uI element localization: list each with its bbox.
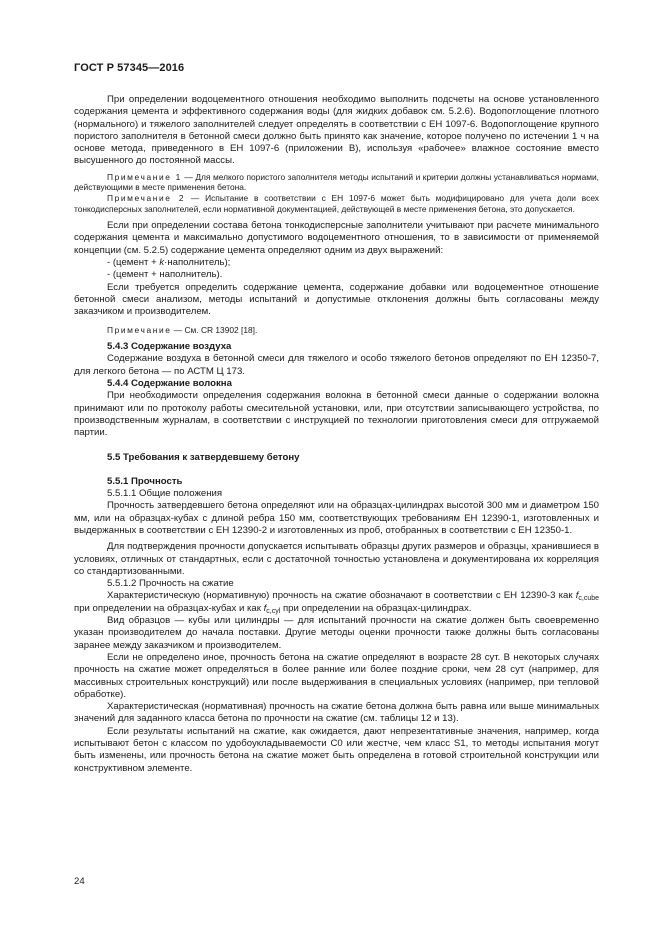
list-item-cement-k — [74, 257, 599, 269]
note-3-text: — См. CR 13902 [18]. — [171, 324, 258, 335]
document-header: ГОСТ Р 57345—2016 — [74, 62, 185, 74]
page-number: 24 — [74, 876, 85, 887]
paragraph-characteristic-strength — [74, 590, 599, 615]
list-item-1-k: k — [159, 257, 165, 269]
section-5-5-1-1-title: 5.5.1.1 Общие положения — [107, 488, 223, 500]
paragraph-non-representative: Если результаты испытаний на сжатие, как ожидается, дают непрезентативные значения, например, когда испытывают бетон с классом по удобоукладываемости С0 или жестче, чем класс S1, то методы испытания могут быть изменены, или прочность бетона на сжатие может быть определена в готовой строительной конструкции или конструктивном элементе. — [74, 725, 599, 774]
section-5-5-1-title: 5.5.1 Прочность — [107, 475, 183, 487]
section-5-4-3-text: Содержание воздуха в бетонной смеси для тяжелого и особо тяжелого бетонов определяют по ЕН 12350-7, для легкого бетона — по АСТМ Ц 173. — [74, 353, 599, 377]
list-item-cement-filler: - (цемент + наполнитель). — [107, 269, 223, 281]
symbol-f-cube: f — [575, 590, 579, 602]
paragraph-fine-aggregates: Если при определении состава бетона тонкодисперсные заполнители учитывают при расчете минимального содержания цемента и максимально допустимого водоцементного отношения, то в зависимости от применяемой концепции (см. 5.2.5) содержание цемента определяют одним из двух выражений: — [74, 220, 599, 256]
section-5-4-3-title: 5.4.3 Содержание воздуха — [107, 341, 232, 353]
paragraph-min-values: Характеристическая (нормативная) прочность на сжатие бетона должна быть равна или выше минимальных значений для заданного класса бетона по прочности на сжатие (см. таблицы 12 и 13). — [74, 701, 599, 725]
paragraph-other-sizes: Для подтверждения прочности допускается испытывать образцы других размеров и образцы, хранившиеся в условиях, отличных от стандартных, если с достаточной точностью установлена и документирована их корреляция со стандартизованными. — [74, 541, 599, 577]
note-3 — [74, 325, 599, 336]
note-1-text: — Для мелкого пористого заполнителя методы испытаний и критерии должны устанавливаться нормами, действующими в месте применения бетона. — [74, 171, 599, 193]
paragraph-analysis: Если требуется определить содержание цемента, содержание добавки или водоцементное отношение бетонной смеси анализом, методы испытаний и допустимые отклонения должны быть согласованы между заказчиком и производителем. — [74, 281, 599, 318]
p6-part-a: Характеристическую (нормативную) прочность на сжатие обозначают в соответствии с ЕН 12390-3 как — [107, 590, 576, 602]
section-5-5-title: 5.5 Требования к затвердевшему бетону — [107, 451, 300, 463]
section-5-4-4-text: При необходимости определения содержания волокна в бетонной смеси данные о содержании волокна принимают или по протоколу работы смесительной установки, или, при отсутствии записывающего устройства, по производственным журналам, в соответствии с инструкцией по технологии приготовления смеси для отгружаемой партии. — [74, 390, 599, 439]
note-2-label: Примечание 2 — [107, 192, 186, 203]
note-1 — [74, 172, 599, 193]
p6-part-c: при определении на образцах-цилиндрах. — [280, 602, 472, 614]
list-item-1-part-b: ·наполнитель); — [164, 257, 231, 269]
subscript-c-cube: c,cube — [578, 595, 599, 603]
list-item-1-part-a: - (цемент + — [107, 257, 160, 269]
p6-part-b: при определении на образцах-кубах и как — [74, 602, 264, 614]
paragraph-strength-specimens: Прочность затвердевшего бетона определяют или на образцах-цилиндрах высотой 300 мм и диаметром 150 мм, или на образцах-кубах с длиной ребра 150 мм, соответствующих требованиям ЕН 12390-1, изготовленных и выдержанных в соответствии с ЕН 12390-2 и изготовленных из проб, отобранных в соответствии с ЕН 12350-1. — [74, 500, 599, 536]
paragraph-28-days: Если не определено иное, прочность бетона на сжатие определяют в возрасте 28 сут. В некоторых случаях прочность на сжатие может определяться в более ранние или более поздние сроки, чем 28 сут (например, для массивных строительных конструкций) или после выдерживания в специальных условиях (например, при тепловой обработке). — [74, 651, 599, 700]
section-5-4-4-title: 5.4.4 Содержание волокна — [107, 378, 232, 390]
symbol-f-cyl: f — [263, 602, 267, 614]
paragraph-specimen-type: Вид образцов — кубы или цилиндры — для испытаний прочности на сжатие должен быть своевременно указан производителем до начала поставки. Другие методы оценки прочности также должны быть согласованы заранее между заказчиком и производителем. — [74, 615, 599, 651]
note-3-label: Примечание — [107, 324, 172, 335]
note-2-text: — Испытание в соответствии с ЕН 1097-6 может быть модифицировано для учета доли всех тонкодисперсных заполнителей, если нормативной документацией, действующей в месте применения бетона, это допускается. — [74, 192, 599, 214]
note-2 — [74, 193, 599, 214]
note-1-label: Примечание 1 — [107, 171, 182, 182]
section-5-5-1-2-title: 5.5.1.2 Прочность на сжатие — [107, 578, 234, 590]
paragraph-water-cement: При определении водоцементного отношения необходимо выполнить подсчеты на основе установленного содержания цемента и эффективного содержания воды (для жидких добавок см. 5.2.6). Водопоглощение плотного (нормального) и тяжелого заполнителей следует определять в соответствии с ЕН 1097-6. Водопоглощение крупного пористого заполнителя в бетонной смеси должно быть принято как значение, которое получено по истечении 1 ч на основе метода, приведенного в ЕН 1097-6 (приложении В), используя «рабочее» влажное состояние вместо высушенного до постоянной массы. — [74, 94, 599, 167]
subscript-c-cyl: c,cyl — [266, 607, 281, 615]
document-body — [74, 94, 599, 775]
